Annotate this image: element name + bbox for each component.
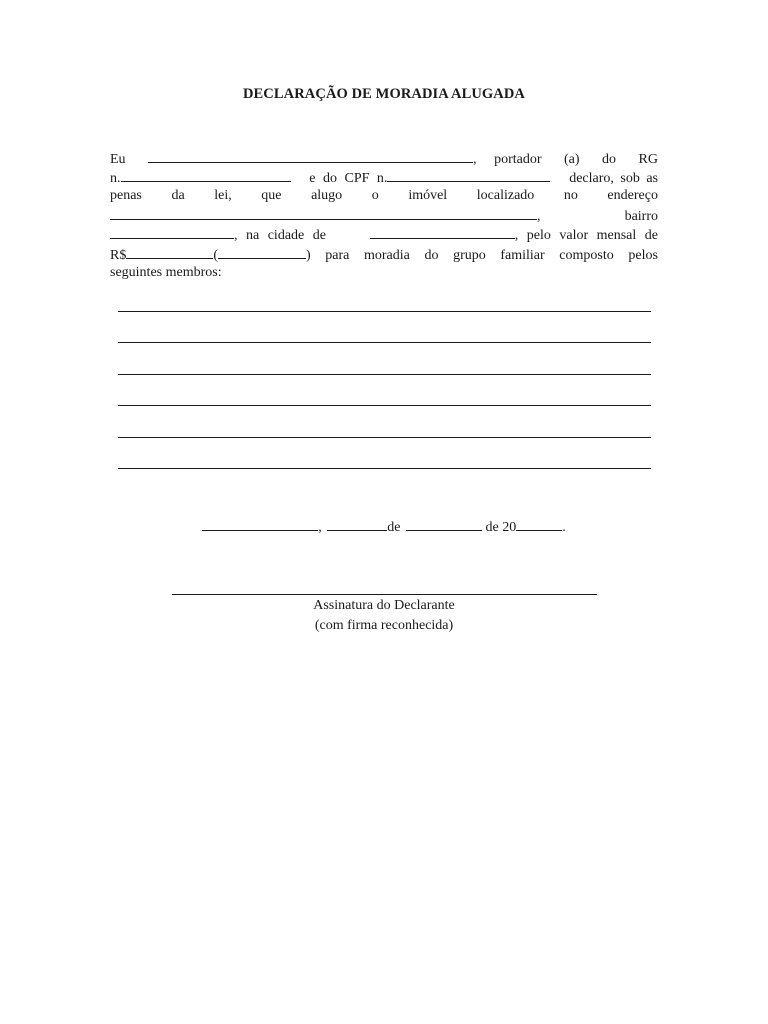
word-rg: RG	[638, 152, 658, 167]
value-words-blank[interactable]	[218, 244, 306, 259]
word-do: do	[602, 152, 617, 167]
word-bairro: bairro	[624, 209, 658, 224]
word: grupo	[453, 248, 486, 263]
word: alugo	[311, 188, 343, 203]
city-blank[interactable]	[370, 224, 515, 239]
member-line[interactable]	[118, 311, 651, 312]
word: penas	[110, 188, 142, 203]
word: para	[325, 248, 350, 263]
word-portador: , portador	[473, 152, 542, 167]
body-line-3	[110, 186, 658, 206]
member-line[interactable]	[118, 342, 651, 343]
word: composto	[559, 248, 614, 263]
month-blank[interactable]	[406, 516, 482, 531]
word: imóvel	[408, 188, 448, 203]
word: endereço	[607, 188, 658, 203]
year-blank[interactable]	[516, 516, 562, 531]
word-cpf: e do CPF n.	[309, 171, 388, 186]
comma: ,	[537, 209, 541, 224]
word: no	[563, 188, 578, 203]
word: moradia	[364, 248, 410, 263]
signature-note: (com firma reconhecida)	[314, 618, 454, 633]
word: localizado	[476, 188, 535, 203]
signature-label: Assinatura do Declarante	[313, 598, 455, 613]
cpf-blank[interactable]	[387, 167, 550, 182]
member-line[interactable]	[118, 437, 651, 438]
word: o	[371, 188, 379, 203]
word-cidade: , na cidade de	[234, 228, 326, 243]
date-line	[0, 516, 768, 536]
word: que	[261, 188, 282, 203]
date-de-1: de	[387, 520, 401, 535]
date-period: .	[562, 520, 566, 535]
word-declaro: declaro, sob as	[569, 171, 658, 186]
rg-blank[interactable]	[121, 167, 291, 182]
word: pelos	[628, 248, 658, 263]
body-line-7	[110, 263, 658, 283]
word-a: (a)	[564, 152, 580, 167]
day-blank[interactable]	[327, 516, 387, 531]
place-blank[interactable]	[202, 516, 318, 531]
address-blank[interactable]	[110, 205, 537, 220]
member-line[interactable]	[118, 468, 651, 469]
close-paren: )	[306, 248, 311, 263]
name-blank[interactable]	[148, 148, 473, 163]
currency: R$	[110, 248, 127, 263]
body-line-5	[110, 224, 658, 246]
document-title: DECLARAÇÃO DE MORADIA ALUGADA	[242, 86, 526, 102]
word: lei,	[214, 188, 232, 203]
member-line[interactable]	[118, 374, 651, 375]
open-paren: (	[213, 248, 219, 263]
word: da	[171, 188, 185, 203]
word-seguintes-membros: seguintes membros:	[110, 265, 222, 280]
word-valor: , pelo valor mensal de	[514, 228, 658, 243]
value-blank[interactable]	[126, 244, 213, 259]
word-eu: Eu	[110, 152, 126, 167]
neighborhood-blank[interactable]	[110, 224, 234, 239]
date-comma: ,	[318, 520, 322, 535]
word: familiar	[500, 248, 545, 263]
date-de-2: de 20	[485, 520, 517, 535]
word: do	[424, 248, 439, 263]
signature-line[interactable]	[172, 594, 597, 595]
word-n: n.	[110, 171, 121, 186]
member-line[interactable]	[118, 405, 651, 406]
